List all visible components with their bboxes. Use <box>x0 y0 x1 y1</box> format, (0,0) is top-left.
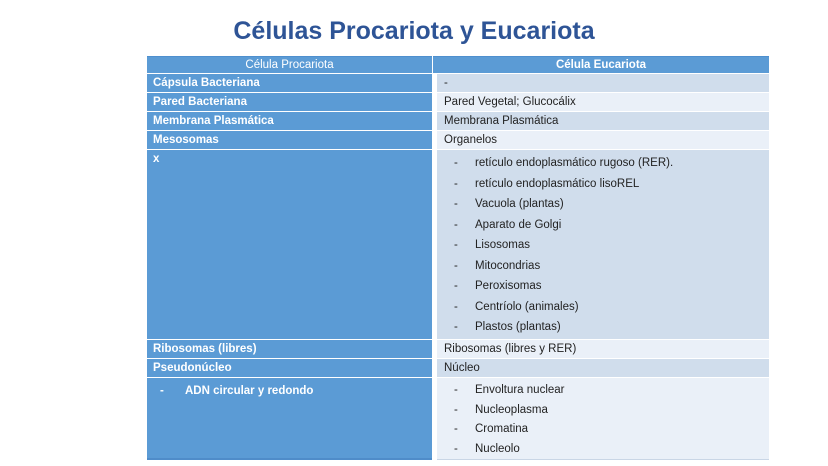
row-value-organelle-list <box>437 150 769 339</box>
row-label-pared: Pared Bacteriana <box>147 93 432 111</box>
row-label-adn-list <box>147 378 432 460</box>
list-item-text: retículo endoplasmático lisoREL <box>475 177 640 190</box>
list-item <box>437 381 769 401</box>
dash-bullet: - <box>454 280 458 292</box>
row-label-x: x <box>147 150 432 339</box>
list-item <box>437 235 769 256</box>
comparison-table <box>147 56 769 460</box>
list-item-text: Nucleoplasma <box>475 403 548 416</box>
dash-bullet: - <box>454 218 458 231</box>
list-item-text: Aparato de Golgi <box>475 218 562 231</box>
row-label-capsula: Cápsula Bacteriana <box>147 74 432 92</box>
column-header-procariota: Célula Procariota <box>147 56 432 73</box>
dash-bullet: - <box>454 198 458 210</box>
list-item <box>437 194 769 215</box>
list-item <box>437 153 769 174</box>
list-item <box>437 440 769 460</box>
list-item <box>437 401 769 421</box>
row-value-mesosomas: Organelos <box>437 131 769 149</box>
row-label-membrana: Membrana Plasmática <box>147 112 432 130</box>
list-item <box>437 215 769 236</box>
list-item-text: ADN circular y redondo <box>185 385 314 397</box>
list-item-text: Vacuola (plantas) <box>475 198 564 210</box>
dash-bullet: - <box>454 177 458 190</box>
row-value-membrana: Membrana Plasmática <box>437 112 769 130</box>
list-item <box>437 276 769 297</box>
row-label-mesosomas: Mesosomas <box>147 131 432 149</box>
list-item <box>437 420 769 440</box>
slide-title: Células Procariota y Eucariota <box>233 17 595 45</box>
list-item-text: Nucleolo <box>475 442 520 455</box>
list-item <box>437 174 769 195</box>
dash-bullet: - <box>454 300 458 313</box>
list-item <box>437 256 769 277</box>
dash-bullet: - <box>454 321 458 333</box>
column-header-eucariota: Célula Eucariota <box>433 56 769 73</box>
dash-bullet: - <box>454 403 458 416</box>
row-value-capsula: - <box>437 74 769 92</box>
list-item <box>437 317 769 338</box>
dash-bullet: - <box>454 384 458 396</box>
row-value-ribosomas: Ribosomas (libres y RER) <box>437 340 769 358</box>
row-value-pared: Pared Vegetal; Glucocálix <box>437 93 769 111</box>
row-label-ribosomas: Ribosomas (libres) <box>147 340 432 358</box>
dash-bullet: - <box>454 259 458 272</box>
row-value-nucleo: Núcleo <box>437 359 769 377</box>
list-item-text: Plastos (plantas) <box>475 321 561 333</box>
list-item-text: Envoltura nuclear <box>475 384 565 396</box>
dash-bullet: - <box>160 385 164 397</box>
list-item-text: Mitocondrias <box>475 259 541 272</box>
list-item-text: retículo endoplasmático rugoso (RER). <box>475 157 674 169</box>
list-item-text: Cromatina <box>475 423 529 435</box>
list-item <box>437 297 769 318</box>
dash-bullet: - <box>454 423 458 435</box>
list-item <box>153 381 432 402</box>
dash-bullet: - <box>454 442 458 455</box>
list-item-text: Peroxisomas <box>475 280 542 292</box>
list-item-text: Lisosomas <box>475 239 530 251</box>
list-item-text: Centríolo (animales) <box>475 300 579 313</box>
dash-bullet: - <box>454 239 458 251</box>
row-label-pseudonucleo: Pseudonúcleo <box>147 359 432 377</box>
dash-bullet: - <box>454 157 458 169</box>
row-value-nucleus-list <box>437 378 769 460</box>
